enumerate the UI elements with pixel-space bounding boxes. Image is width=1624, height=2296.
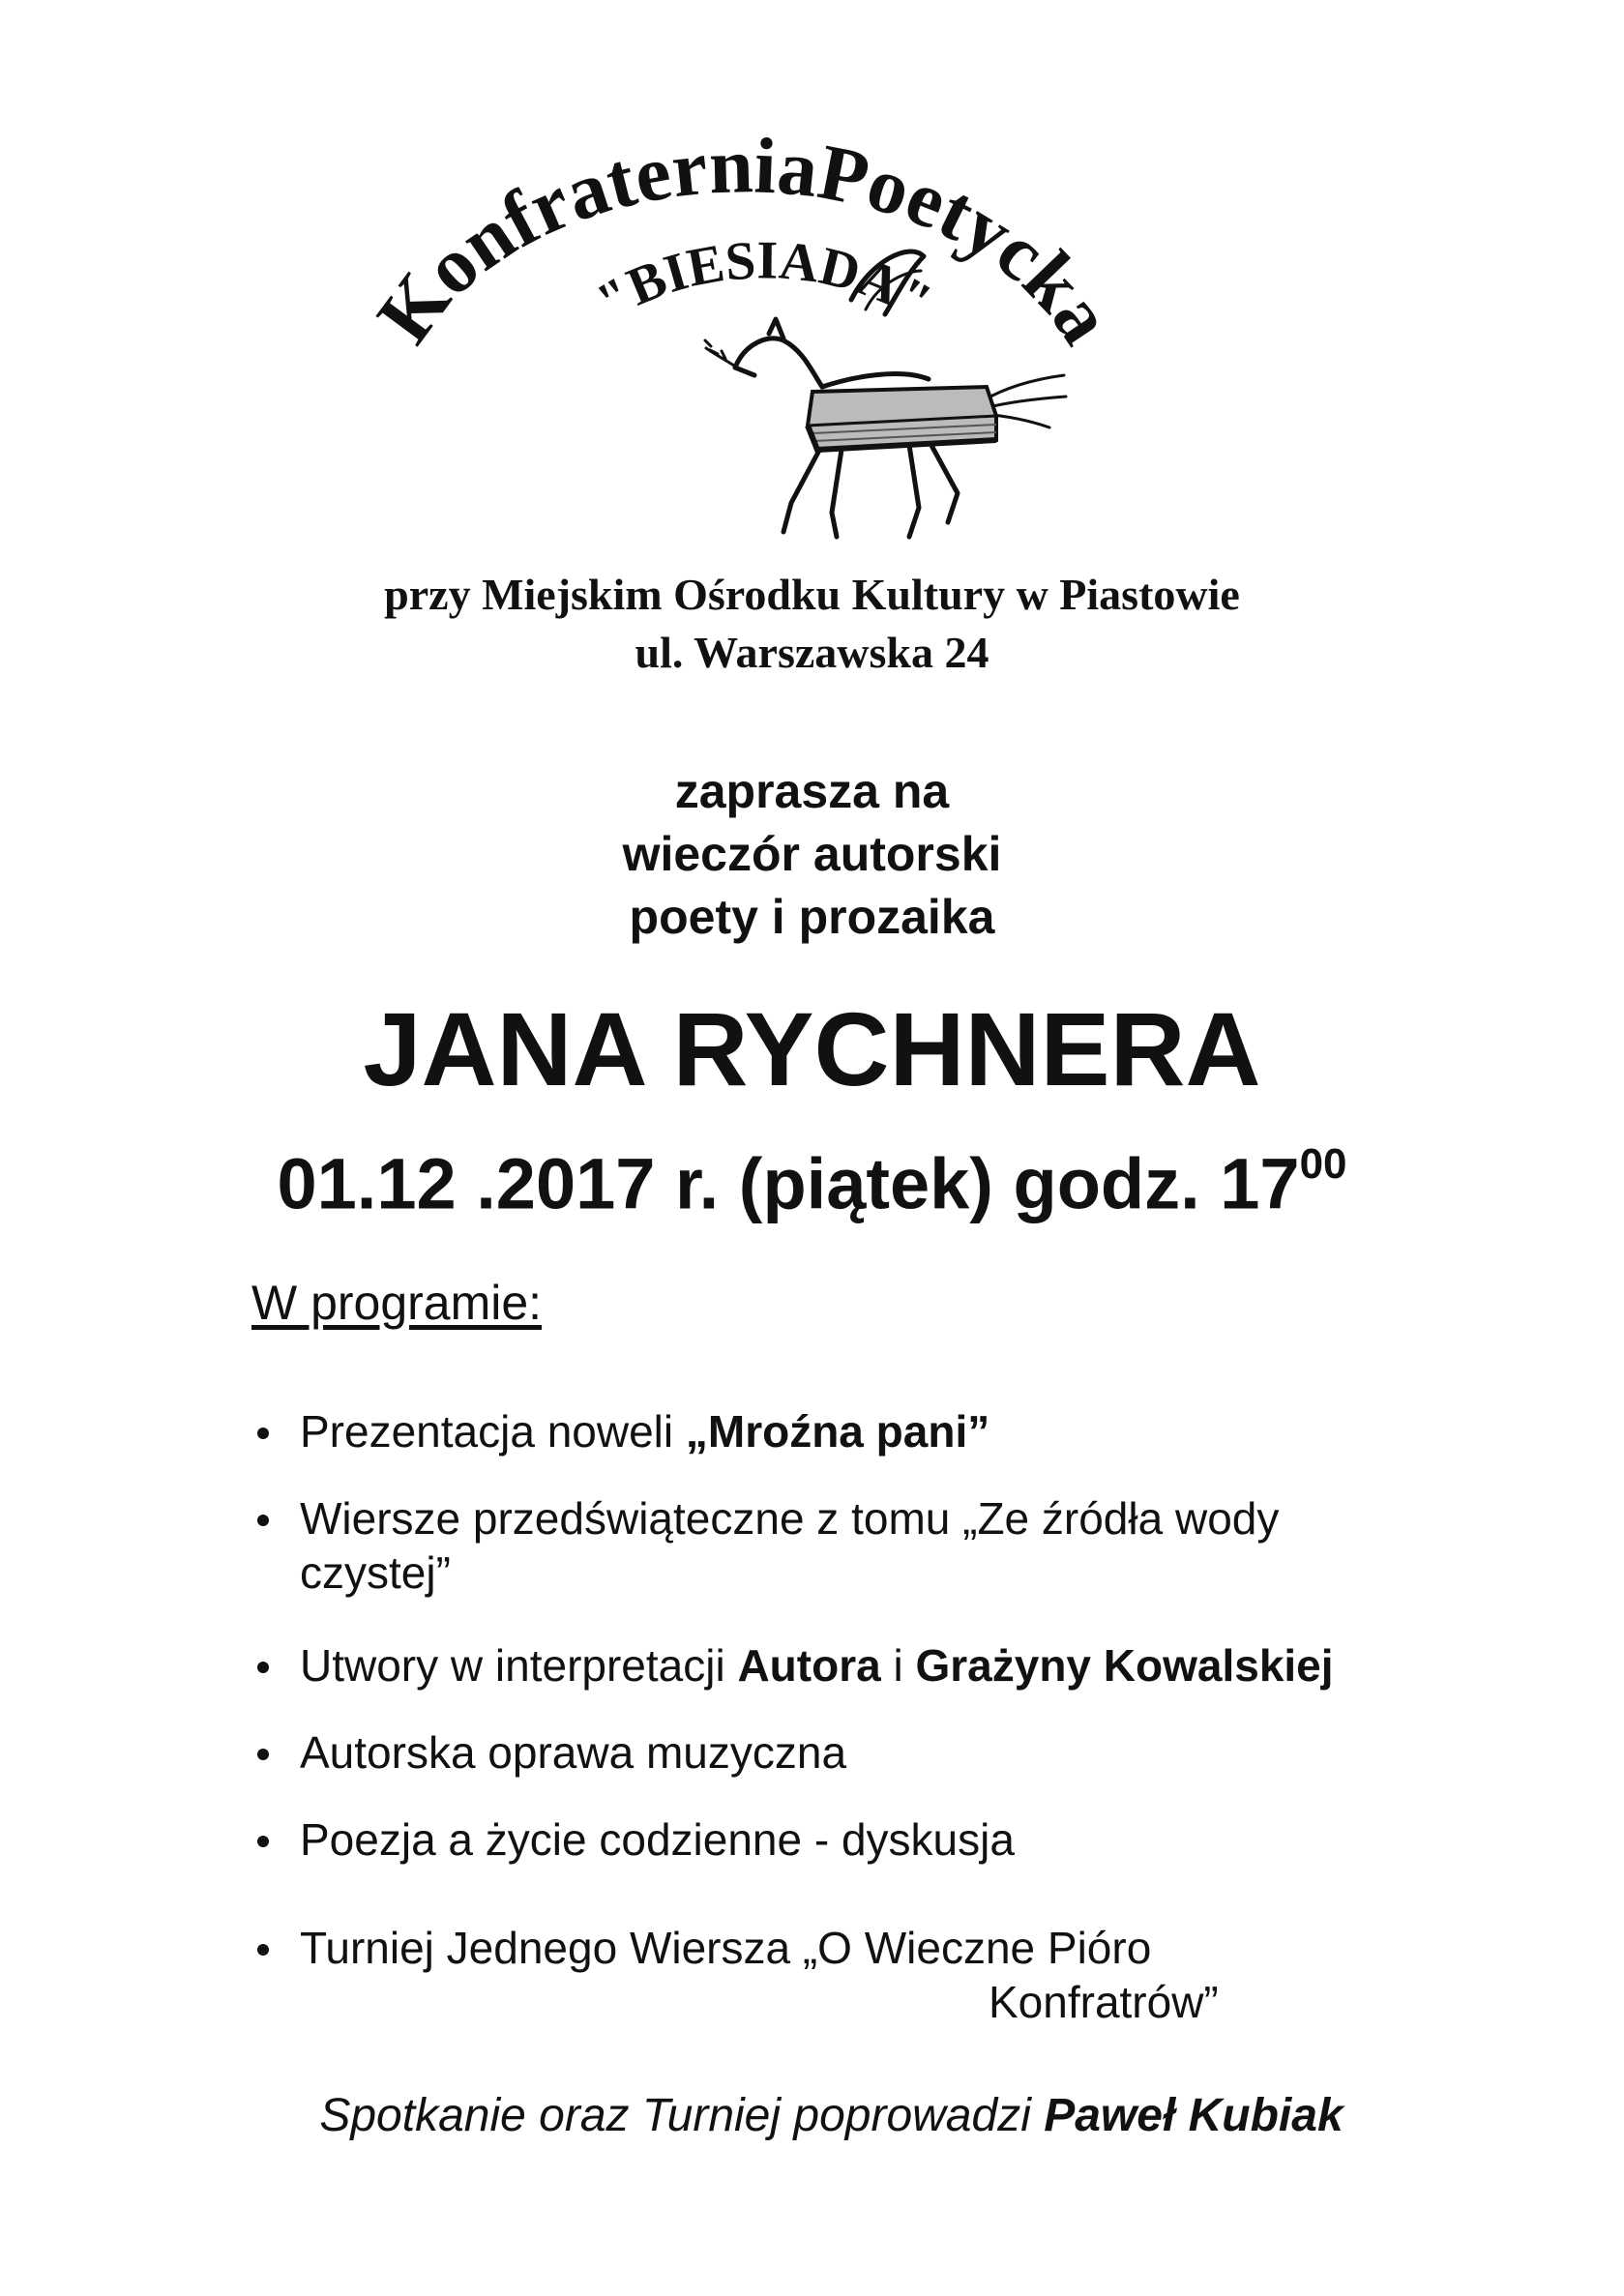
program-item-1-text: Prezentacja noweli [300,1406,686,1457]
program-heading: W programie: [251,1276,543,1330]
host-note [0,2089,1624,2142]
host-name: Paweł Kubiak [1044,2090,1343,2141]
event-time-minutes: 00 [1299,1140,1347,1188]
program-item-2 [300,1491,1412,1600]
program-item-5-text: Poezja a życie codzienne - dyskusja [300,1814,1015,1865]
intro-line-1: zaprasza na [674,764,950,818]
program-item-6-line-1: Turniej Jednego Wiersza „O Wieczne Pióro [300,1923,1152,1973]
program-item-2-line-1: Wiersze przedświąteczne z tomu „Ze źródła wody [300,1493,1280,1544]
logo-graphic [329,126,1199,551]
program-item-3-author: Autora [737,1640,881,1691]
intro-line-3: poety i prozaika [629,890,995,944]
logo-inner-text: "BIESIADA" [586,230,942,333]
program-item-3-text: Utwory w interpretacji [300,1640,738,1691]
program-item-6 [300,1921,1412,2029]
program-item-3-conjunction: i [880,1640,916,1691]
program-item-1-title: „Mroźna pani” [685,1406,990,1457]
author-name: JANA RYCHNERA [363,990,1261,1107]
venue-address: ul. Warszawska 24 [635,628,989,677]
program-item-4-text: Autorska oprawa muzyczna [300,1727,847,1778]
event-date [0,1122,1624,1233]
program-item-3 [300,1638,1412,1693]
program-item-4 [300,1725,1412,1780]
program-item-6-line-2: Konfratrów” [989,1977,1219,2027]
program-item-2-line-2: czystej” [300,1547,451,1598]
event-date-text: 01.12 .2017 r. (piątek) godz. 17 [277,1143,1300,1224]
logo-arc-text: KonfraterniaPoetycka [360,126,1131,359]
host-venue: przy Miejskim Ośrodku Kultury w Piastowie [384,570,1240,619]
host-note-text: Spotkanie oraz Turniej poprowadzi [319,2090,1045,2141]
program-item-5 [300,1812,1412,1867]
konfraternia-logo [329,126,1199,551]
program-item-3-performer: Grażyny Kowalskiej [915,1640,1334,1691]
program-item-1 [300,1404,1412,1458]
intro-line-2: wieczór autorski [622,827,1002,881]
book-icon [808,387,996,450]
